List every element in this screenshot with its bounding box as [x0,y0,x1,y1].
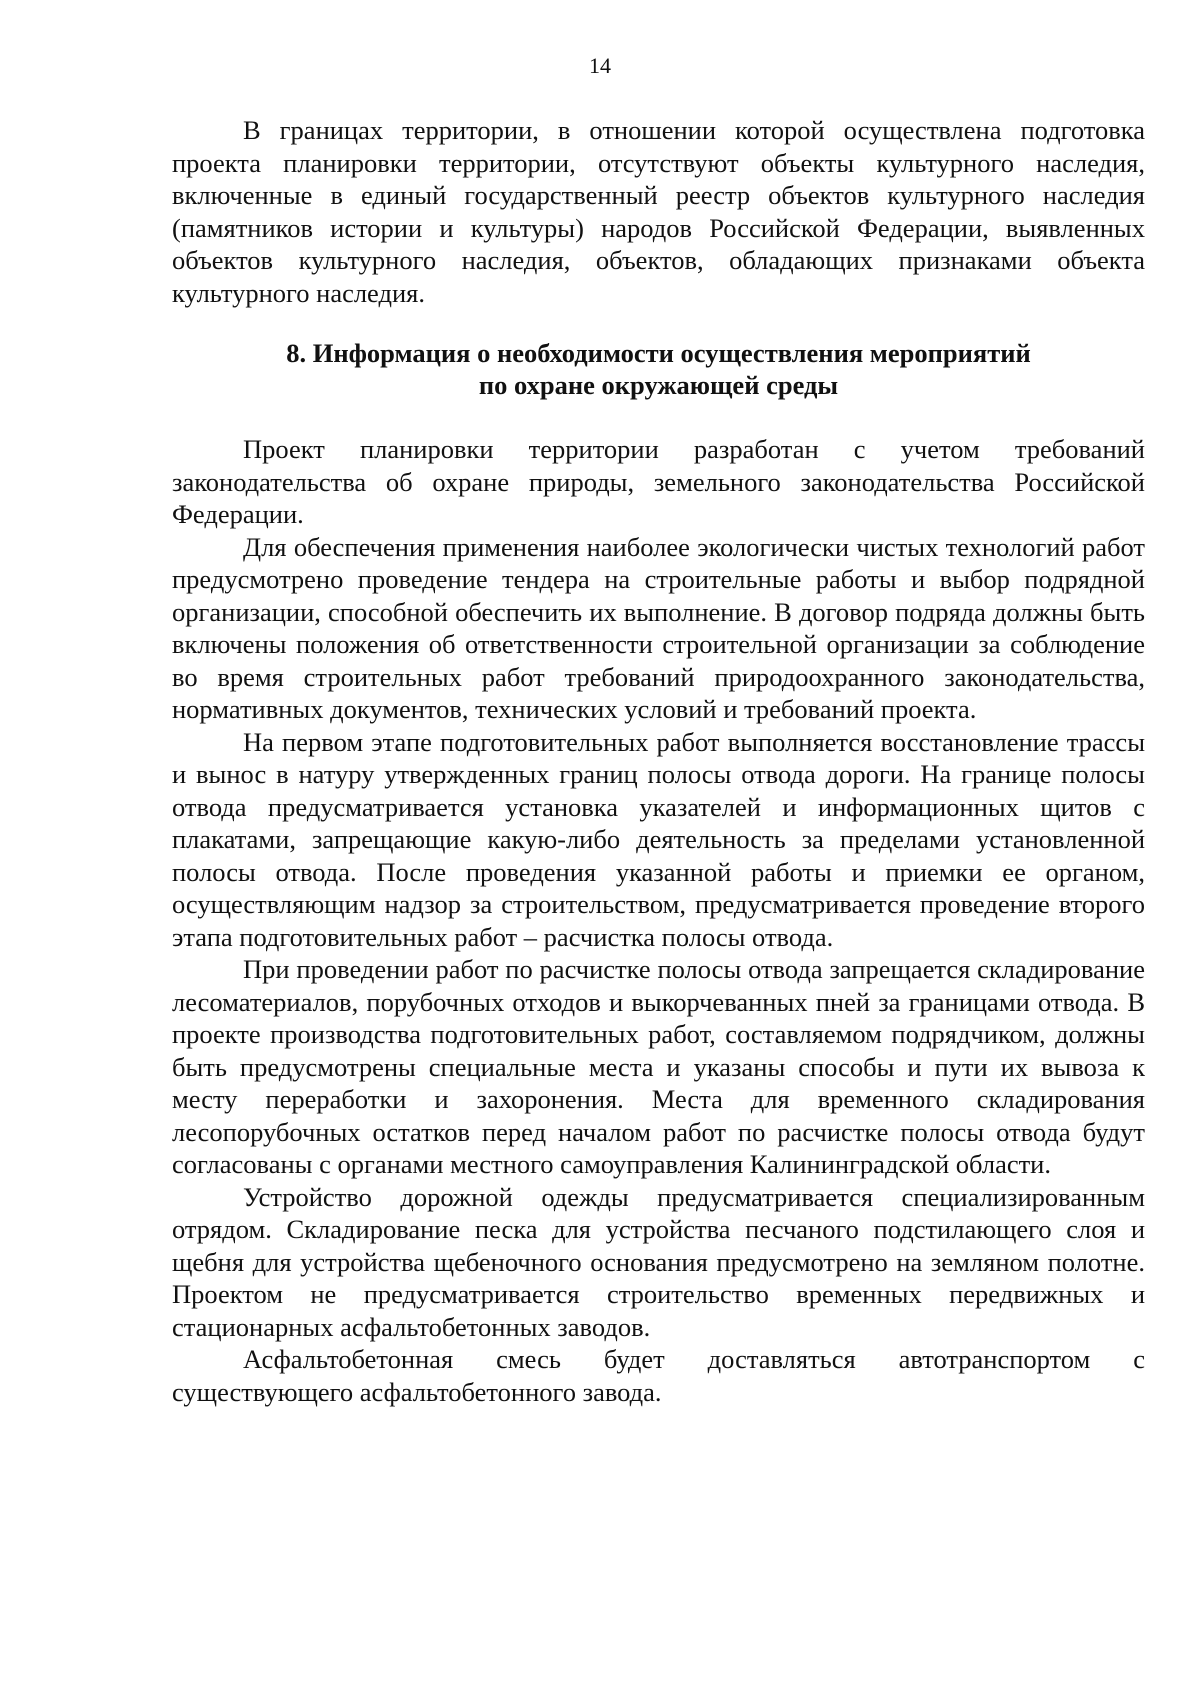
section-heading [172,337,1145,401]
page-number: 14 [589,53,611,78]
paragraph-clearing-storage: При проведении работ по расчистке полосы отвода запрещается складирование лесоматериалов, порубочных отходов и выкорчеванных пней за границами отвода. В проекте производства подготовительных работ, составляемом подрядчиком, должны быть предусмотрены специальные места и указаны способы и пути их вывоза к месту переработки и захоронения. Места для временного складирования лесопорубочных остатков перед началом работ по расчистке полосы отвода будут согласованы с органами местного самоуправления Калининградской области. [172,954,1145,1179]
section-heading-line-2: по охране окружающей среды [478,370,839,400]
paragraph-road-pavement: Устройство дорожной одежды предусматривается специализированным отрядом. Складирование песка для устройства песчаного подстилающего слоя и щебня для устройства щебеночного основания предусмотрено на земляном полотне. Проектом не предусматривается строительство временных передвижных и стационарных асфальтобетонных заводов. [172,1181,1145,1342]
section-heading-line-1: 8. Информация о необходимости осуществления мероприятий [286,338,1031,368]
page-content [172,114,1145,1408]
paragraph-tender-contractor: Для обеспечения применения наиболее экологически чистых технологий работ предусмотрено проведение тендера на строительные работы и выбор подрядной организации, способной обеспечить их выполнение. В договор подряда должны быть включены положения об ответственности строительной организации за соблюдение во время строительных работ требований природоохранного законодательства, нормативных документов, технических условий и требований проекта. [172,531,1145,724]
paragraph-asphalt-delivery: Асфальтобетонная смесь будет доставляться автотранспортом с существующего асфальтобетонного завода. [172,1344,1145,1407]
paragraph-first-stage: На первом этапе подготовительных работ выполняется восстановление трассы и вынос в натуру утвержденных границ полосы отвода дороги. На границе полосы отвода предусматривается установка указателей и информационных щитов с плакатами, запрещающие какую-либо деятельность за пределами установленной полосы отвода. После проведения указанной работы и приемки ее органом, осуществляющим надзор за строительством, предусматривается проведение второго этапа подготовительных работ – расчистка полосы отвода. [172,726,1145,952]
intro-paragraph: В границах территории, в отношении которой осуществлена подготовка проекта планировки территории, отсутствуют объекты культурного наследия, включенные в единый государственный реестр объектов культурного наследия (памятников истории и культуры) народов Российской Федерации, выявленных объектов культурного наследия, объектов, обладающих признаками объекта культурного наследия. [172,115,1145,308]
paragraph-project-requirements: Проект планировки территории разработан с учетом требований законодательства об охране природы, земельного законодательства Российской Федерации. [172,434,1145,529]
